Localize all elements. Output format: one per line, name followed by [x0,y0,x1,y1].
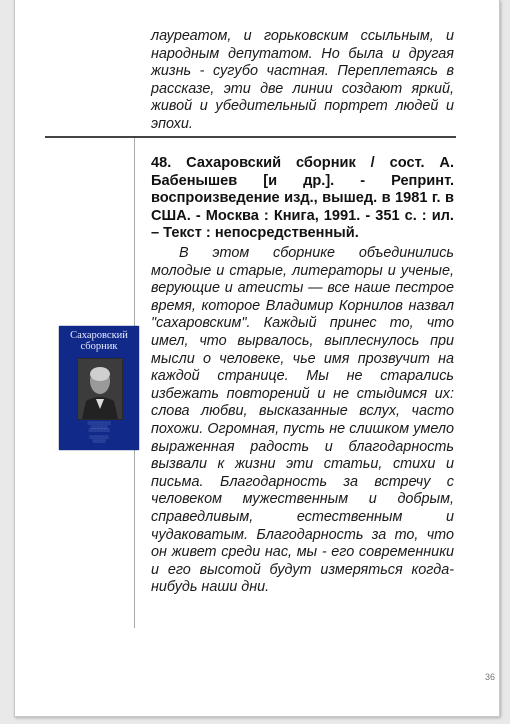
page-number: 36 [485,672,496,682]
catalog-page [14,0,500,717]
cover-title-line-1: Сахаровский [70,330,128,341]
book-cover-image [59,326,139,450]
cover-small-print: ░░░░░░░░░░░ ░░░░░░░░ ░░░░░░░░░░ ░░░░░░░░░ ░░░░░░ [87,421,111,443]
entry-bibliographic-heading: 48. Сахаровский сборник / сост. А. Бабенышев [и др.]. - Репринт. воспроизведение изд., вышед. в 1981 г. в США. - Москва : Книга, 1991. - 351 с. : ил. – Текст : непосредственный. [151,155,454,242]
cover-title [59,330,139,352]
portrait-illustration [78,359,122,419]
section-divider [45,136,456,138]
cover-title-line-2: сборник [80,341,118,352]
cover-portrait-photo [77,358,123,420]
continued-annotation: лауреатом, и горьковским ссыльным, и народным депутатом. Но была и другая жизнь - сугубо частная. Переплетаясь в рассказе, эти две линии создают яркий, живой и убедительный портрет людей и эпохи. [151,28,454,132]
entry-annotation: В этом сборнике объединились молодые и старые, литераторы и ученые, верующие и атеисты — все наше пестрое время, которое Владимир Корнилов назвал "сахаровским". Каждый принес то, что имел, что вырвалось, выплеснулось при мысли о человеке, чье имя прозвучит на каждой странице. Мы не старались избежать повторений и не стыдимся их: слова любви, высказанные вслух, часто похожи. Огромная, пусть не слишком умело выраженная радость и благодарность вызвали к жизни эти статьи, стихи и письма. Благодарность за встречу с человеком мужественным и добрым, справедливым, естественным и чудаковатым. Благодарность за то, что он живет среди нас, мы - его современники и его высотой будут измеряться когда-нибудь наши дни. [151,245,454,596]
